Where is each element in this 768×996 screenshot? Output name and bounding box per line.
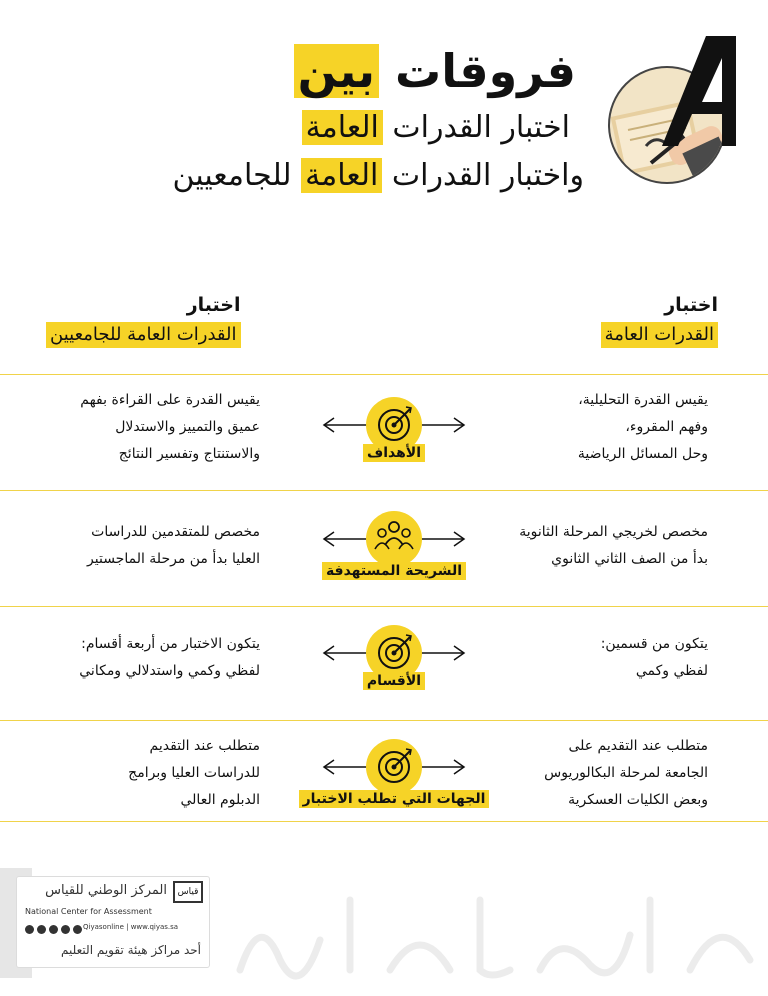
category-label [320, 445, 468, 461]
text-line: يقيس القدرة التحليلية، [578, 392, 708, 408]
subtitle-line-2 [172, 156, 584, 196]
category-label [320, 673, 468, 689]
youtube-icon[interactable] [49, 925, 58, 934]
general-aptitude-target [519, 519, 708, 573]
instagram-icon[interactable] [37, 925, 46, 934]
title-word-differences: فروقات [395, 44, 576, 98]
subtitle-line-2-text: واختبار القدرات [391, 158, 584, 193]
footer-website[interactable]: Qiyasonline | www.qiyas.sa [83, 923, 179, 931]
text-line: عميق والتمييز والاستدلال [115, 419, 260, 435]
comparison-row-goals [0, 374, 768, 490]
column-header-university-aptitude [46, 292, 241, 348]
text-line: العليا بدأ من مرحلة الماجستير [87, 551, 260, 567]
text-line: متطلب عند التقديم على [568, 738, 708, 754]
subtitle-line-1 [302, 108, 570, 148]
text-line: للدراسات العليا وبرامج [128, 765, 260, 781]
column-header-general-aptitude [601, 292, 718, 348]
calligraphy-watermark-icon [220, 880, 768, 980]
footer-tagline: أحد مراكز هيئة تقويم التعليم [61, 943, 201, 957]
footer-social-icons [25, 925, 82, 934]
comparison-row-sections [0, 606, 768, 720]
university-aptitude-goals [80, 387, 260, 468]
text-line: يتكون الاختبار من أربعة أقسام: [81, 636, 260, 652]
category-label-text: الشريحة المستهدفة [322, 562, 466, 580]
qiyas-logo-icon [173, 881, 203, 903]
university-aptitude-target [87, 519, 260, 573]
comparison-row-requiring-entities [0, 720, 768, 822]
column-header-right-label: اختبار [664, 294, 718, 316]
footer-org-name-ar: المركز الوطني للقياس [45, 883, 167, 898]
category-label-text: الأهداف [363, 444, 425, 462]
subtitle-line-1-highlight: العامة [302, 110, 383, 145]
subtitle-line-2-end: للجامعيين [172, 158, 292, 193]
text-line: وفهم المقروء، [625, 419, 708, 435]
text-line: الجامعة لمرحلة البكالوريوس [544, 765, 708, 781]
subtitle-line-1-text: اختبار القدرات [392, 110, 570, 145]
brand-a-mark-icon [662, 36, 736, 146]
category-label-text: الأقسام [363, 672, 425, 690]
footer-org-name-en: National Center for Assessment [25, 907, 152, 916]
general-aptitude-goals [578, 387, 708, 468]
linkedin-icon[interactable] [25, 925, 34, 934]
column-header-left-sub: القدرات العامة للجامعيين [46, 322, 241, 348]
category-label [320, 563, 468, 579]
text-line: الدبلوم العالي [180, 792, 260, 808]
qiyas-logo-text: قياس [177, 887, 199, 897]
twitter-icon[interactable] [61, 925, 70, 934]
text-line: وبعض الكليات العسكرية [568, 792, 708, 808]
general-aptitude-sections [601, 631, 708, 685]
text-line: مخصص للمتقدمين للدراسات [91, 524, 260, 540]
general-aptitude-entities [544, 733, 708, 814]
title-word-between: بين [294, 44, 379, 98]
text-line: وحل المسائل الرياضية [577, 446, 708, 462]
text-line: والاستنتاج وتفسير النتائج [118, 446, 260, 462]
category-label [290, 791, 498, 807]
text-line: لفظي وكمي واستدلالي ومكاني [79, 663, 260, 679]
university-aptitude-sections [79, 631, 260, 685]
main-title [294, 42, 576, 100]
category-label-text: الجهات التي تطلب الاختبار [299, 790, 490, 808]
university-aptitude-entities [128, 733, 260, 814]
subtitle-line-2-highlight: العامة [301, 158, 382, 193]
facebook-icon[interactable] [73, 925, 82, 934]
text-line: يقيس القدرة على القراءة بفهم [80, 392, 260, 408]
column-header-left-label: اختبار [186, 294, 241, 316]
comparison-row-target-segment [0, 490, 768, 606]
column-header-right-sub: القدرات العامة [601, 322, 718, 348]
text-line: بدأ من الصف الثاني الثانوي [551, 551, 708, 567]
text-line: يتكون من قسمين: [600, 636, 708, 652]
text-line: لفظي وكمي [635, 663, 708, 679]
text-line: مخصص لخريجي المرحلة الثانوية [519, 524, 708, 540]
footer-logo-card [16, 876, 210, 968]
text-line: متطلب عند التقديم [149, 738, 260, 754]
